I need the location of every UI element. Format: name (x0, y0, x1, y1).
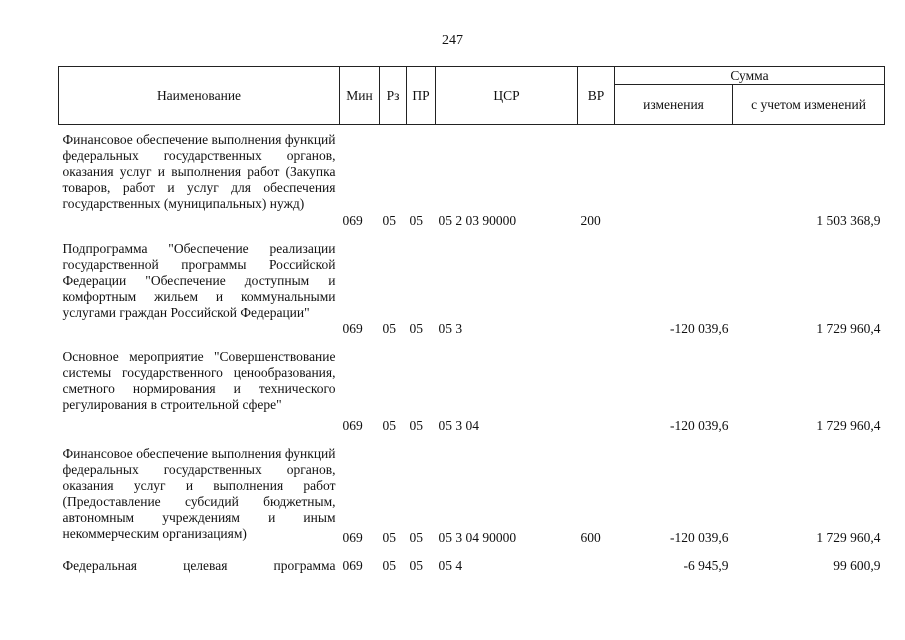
row-rz: 05 (382, 320, 396, 336)
row-pr: 05 (409, 212, 423, 228)
row-rz: 05 (382, 529, 396, 545)
row-csr: 05 3 04 90000 (438, 529, 517, 545)
row-change: -120 039,6 (670, 417, 729, 433)
header-csr: ЦСР (436, 67, 578, 125)
row-csr: 05 4 (438, 557, 463, 573)
row-change: -120 039,6 (670, 320, 729, 336)
header-pr: ПР (407, 67, 436, 125)
row-vr (578, 234, 615, 342)
row-csr: 05 3 04 (438, 417, 479, 433)
header-min: Мин (340, 67, 380, 125)
row-csr: 05 3 (438, 320, 463, 336)
row-change: -6 945,9 (683, 557, 729, 573)
table-header (59, 67, 885, 125)
row-pr: 05 (409, 529, 423, 545)
header-change: изменения (615, 85, 733, 125)
table-row (59, 439, 885, 551)
row-vr: 200 (580, 212, 601, 228)
header-rz: Рз (380, 67, 407, 125)
row-change (615, 125, 733, 234)
row-pr: 05 (409, 417, 423, 433)
header-sum: Сумма (615, 67, 885, 85)
header-name: Наименование (59, 67, 340, 125)
row-change: -120 039,6 (670, 529, 729, 545)
table-row (59, 342, 885, 439)
row-pr: 05 (409, 557, 423, 573)
row-name: Основное мероприятие "Совершенствование системы государственного ценообразования, сметного нормирования и технического регулирования в строительной сфере" (62, 348, 336, 412)
row-rz: 05 (382, 557, 396, 573)
row-vr (578, 551, 615, 581)
row-name: Федеральная целевая программа (62, 557, 336, 573)
header-vr: ВР (578, 67, 615, 125)
row-csr: 05 2 03 90000 (438, 212, 517, 228)
table-row (59, 125, 885, 234)
header-with-change: с учетом изменений (733, 85, 885, 125)
row-rz: 05 (382, 212, 396, 228)
row-name: Финансовое обеспечение выполнения функций федеральных государственных органов, оказания услуг и выполнения работ (Закупка товаров, работ и услуг для обеспечения государственных (муниципальных) нужд) (62, 132, 336, 211)
row-min: 069 (342, 557, 363, 573)
row-min: 069 (342, 529, 363, 545)
row-vr: 600 (580, 529, 601, 545)
row-name: Подпрограмма "Обеспечение реализации государственной программы Российской Федерации "Обеспечение доступным и комфортным жильем и коммунальными услугами граждан Российской Федерации" (62, 240, 336, 320)
row-name: Финансовое обеспечение выполнения функций федеральных государственных органов, оказания услуг и выполнения работ (Предоставление субсидий бюджетным, автономным учреждениям и иным некоммерческим организациям) (62, 445, 336, 541)
table-row (59, 234, 885, 342)
row-with-change: 99 600,9 (833, 557, 881, 573)
row-vr (578, 342, 615, 439)
row-min: 069 (342, 417, 363, 433)
row-rz: 05 (382, 417, 396, 433)
row-min: 069 (342, 320, 363, 336)
table-row (59, 551, 885, 581)
row-with-change: 1 729 960,4 (816, 529, 881, 545)
row-with-change: 1 729 960,4 (816, 320, 881, 336)
page-number: 247 (442, 33, 463, 48)
row-with-change: 1 503 368,9 (816, 212, 881, 228)
row-min: 069 (342, 212, 363, 228)
row-with-change: 1 729 960,4 (816, 417, 881, 433)
row-pr: 05 (409, 320, 423, 336)
table-body (59, 125, 885, 581)
budget-table (58, 66, 885, 581)
